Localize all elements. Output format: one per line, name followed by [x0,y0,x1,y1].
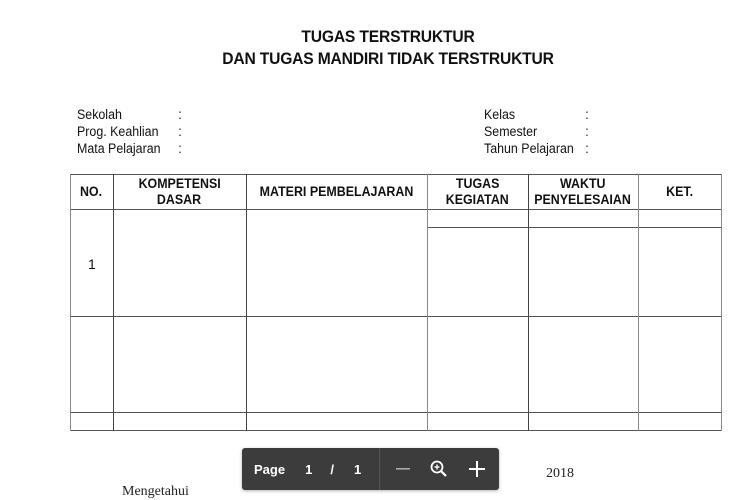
meta-label: Tahun Pelajaran [484,141,574,156]
table-row-divider [70,316,722,317]
table-subrow-divider [427,227,722,228]
zoom-out-button[interactable] [394,461,412,477]
header-text: KET. [666,183,693,199]
meta-colon: : [585,124,589,139]
zoom-controls [380,448,499,490]
document-title-line2: DAN TUGAS MANDIRI TIDAK TERSTRUKTUR [222,49,554,68]
header-no [70,174,113,209]
meta-label: Prog. Keahlian [77,124,159,139]
header-tugas-kegiatan [427,174,528,209]
zoom-in-button[interactable] [468,460,486,478]
magnifier-plus-icon [429,459,449,479]
table-row-1-no: 1 [88,256,96,272]
meta-colon: : [178,124,182,139]
table-col-divider [246,174,247,431]
header-materi-pembelajaran [246,174,427,209]
table-row-divider [70,412,722,413]
meta-label: Semester [484,124,538,139]
table-col-divider [427,174,428,431]
footer-mengetahui: Mengetahui [122,484,189,499]
page-indicator [242,448,380,490]
header-text: KOMPETENSI [138,175,221,191]
page-separator: / [330,461,334,477]
table-col-divider [113,174,114,431]
meta-colon: : [585,107,589,122]
header-text: PENYELESAIAN [534,191,632,207]
table-border-bottom [70,430,722,431]
document-title-line1: TUGAS TERSTRUKTUR [301,27,475,46]
meta-label: Sekolah [77,107,122,122]
current-page-input[interactable]: 1 [305,461,313,477]
zoom-reset-button[interactable] [429,459,449,479]
meta-colon: : [178,107,182,122]
meta-label: Kelas [484,107,516,122]
header-text: TUGAS [455,175,500,191]
table-border-left [70,174,71,431]
header-text: KEGIATAN [445,191,510,207]
meta-colon: : [585,141,589,156]
meta-label: Mata Pelajaran [77,141,161,156]
table-border-right [721,174,722,431]
plus-icon [468,460,486,478]
header-text: MATERI PEMBELAJARAN [259,183,414,199]
header-text: WAKTU [560,175,606,191]
page-label: Page [254,461,286,477]
header-no-text: NO. [80,183,103,199]
table-col-divider [638,174,639,431]
minus-icon [395,461,411,477]
header-ket [638,174,721,209]
pdf-viewer-toolbar [242,448,499,490]
total-pages: 1 [353,461,362,477]
header-text: DASAR [157,191,202,207]
header-waktu-penyelesaian [528,174,638,209]
header-kompetensi-dasar [113,174,246,209]
table-col-divider [528,174,529,431]
meta-colon: : [178,141,182,156]
table-header-divider [70,209,722,210]
footer-year: 2018 [546,466,574,481]
